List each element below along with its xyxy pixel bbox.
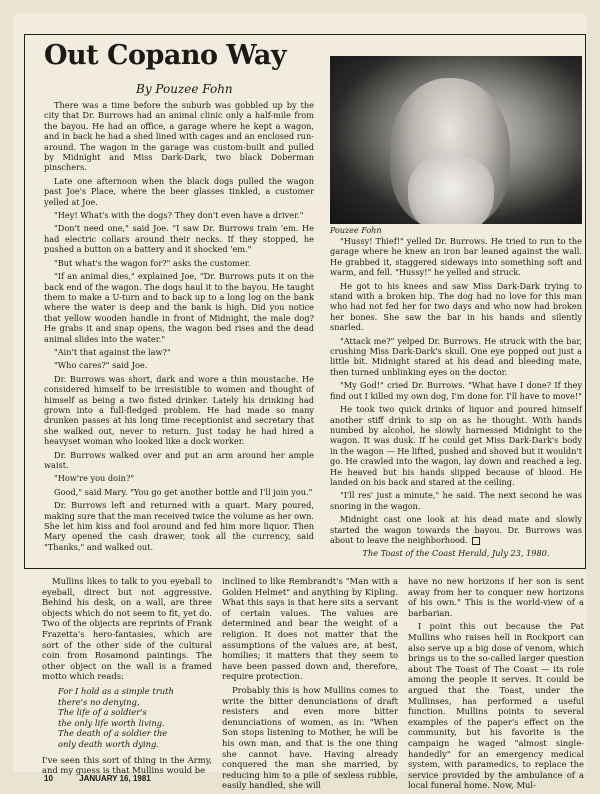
essay-paragraph: Mullins likes to talk to you eyeball to eyeball, direct but not aggressive. Behind his desk, on a wall, are three objects which do not seem to fit, yet do. Two of the objects are reprints of Frank Frazetta's hero-fantasies, which are sort of the other side of the cultural coin from Rosamond paintings. The other object on the wall is a framed motto which reads: (42, 576, 212, 682)
essay-column-1 (42, 576, 212, 779)
article-paragraph: He got to his knees and saw Miss Dark-Dark trying to stand with a broken hip. The dog had no love for this man who had not fed her for two days and who now had broken her bones. She saw the bar in his hands and silently snarled. (330, 280, 582, 333)
page-footer (44, 774, 151, 783)
article-paragraph: "If an animal dies," explained Joe, "Dr. Burrows puts it on the back end of the wagon. The dogs haul it to the bayou. He taught them to make a U-turn and to back up to a long log on the bank where the water is deep and the bank is high. Did you notice that yellow wooden handle in front of Midnight, the male dog? He grabs it and snap opens, the wagon bed rises and the dead animal slides into the water." (44, 271, 314, 344)
article-paragraph: Good," said Mary. "You go get another bottle and I'll join you." (54, 486, 313, 497)
essay-paragraph: I've seen this sort of thing in the Army, and my guess is that Mullins would be (42, 754, 212, 776)
article-column-left (44, 100, 314, 555)
motto-line: For I hold as a simple truth (58, 685, 174, 696)
motto-line: The life of a soldier's (58, 707, 147, 718)
essay-column-2 (222, 576, 398, 794)
article-paragraph: "Hussy! Thief!" yelled Dr. Burrows. He tried to run to the garage where he knew an iron bar leaned against the wall. He grabbed it, staggered sideways into something soft and warm, and fell. "Hussy!" he yelled and struck. (330, 236, 582, 278)
photo-beard (408, 156, 494, 224)
motto-line: only death worth dying. (58, 738, 160, 749)
end-mark-icon (472, 537, 480, 545)
article-paragraph: He took two quick drinks of liquor and poured himself another stiff drink to sip on as he thought. With hands numbed by alcohol, he slowly harnessed Midnight to the wagon. It was dusk. If he could get Miss Dark-Dark's body in the wagon — He lifted, pushed and shoved but it wouldn't go. He crawled into the wagon, lay down and reached a leg. He heaved but his hands slipped because of blood. He landed on his back and stared at the ceiling. (330, 404, 582, 487)
article-paragraph: "Don't need one," said Joe. "I saw Dr. Burrows train 'em. He had electric collars around their necks. If they stopped, he pushed a button on a battery and it shocked 'em." (44, 223, 314, 255)
article-paragraph: Dr. Burrows was short, dark and wore a thin moustache. He considered himself to be irresistible to women and thought of himself as being a two fisted drinker. Lately his drinking had grown into a full-fledged problem. He had made so many drunken passes at his long time receptionist and secretary that she walked out, never to return. Just today he had hired a heavyset woman who looked like a dock worker. (44, 373, 314, 447)
article-paragraph: Dr. Burrows left and returned with a quart. Mary poured, making sure that the man received twice the volume as her own. She let him kiss and fool around and fed him more liquor. Then Mary opened the cash drawer, took all the currency, said "Thanks," and walked out. (44, 500, 314, 552)
article-paragraph: "How're you doin?" (54, 473, 135, 484)
article-source: The Toast of the Coast Herald, July 23, 1980. (362, 548, 550, 559)
framed-motto (58, 686, 212, 750)
article-paragraph: "Hey! What's with the dogs? They don't even have a driver." (54, 210, 304, 221)
motto-line: the only life worth living. (58, 717, 165, 728)
article-paragraph: "Who cares?" said Joe. (54, 360, 148, 371)
motto-line: The death of a soldier the (58, 728, 168, 739)
article-paragraph: There was a time before the suburb was gobbled up by the city that Dr. Burrows had an animal clinic only a half-mile from the bayou. He had an office, a garage where he kept a wagon, and in back he had a shed lined with cages and an enclosed run-around. The wagon in the garage was custom-built and pulled by Midnight and Miss Dark-Dark, two black Doberman pinschers. (44, 100, 314, 173)
article-last-paragraph: Midnight cast one look at his dead mate and slowly started the wagon towards the bayou. Dr. Burrows was about to leave the neighborhood. (330, 514, 582, 545)
author-photo (330, 56, 582, 224)
photo-caption: Pouzee Fohn (330, 226, 382, 235)
article-byline: By Pouzee Fohn (136, 82, 233, 96)
article-title: Out Copano Way (44, 40, 287, 71)
essay-column-3 (408, 576, 584, 794)
essay-paragraph: Probably this is how Mullins comes to write the bitter denunciations of draft resisters and even more bitter denunciations of women, as in: "When Son stops listening to Mother, he will be his own man, and that is the one thing she cannot have. Having already conquered the man she married, by reducing him to a pile of sexless rubble, easily handled, she will (222, 684, 398, 791)
article-paragraph (330, 514, 582, 545)
article-paragraph: "Ain't that against the law?" (54, 346, 171, 357)
article-paragraph: "My God!" cried Dr. Burrows. "What have I done? If they find out I killed my own dog, I'm done for. I'll have to move!" (330, 380, 582, 401)
article-paragraph: Dr. Burrows walked over and put an arm around her ample waist. (44, 449, 314, 470)
article-paragraph: Late one afternoon when the black dogs pulled the wagon past Joe's Place, where the beer glasses tinkled, a customer yelled at Joe. (44, 175, 314, 207)
article-column-right (330, 236, 582, 562)
motto-line: there's no denying, (58, 696, 140, 707)
page-number: 10 (44, 774, 53, 783)
essay-paragraph: I point this out because the Pat Mullins who raises hell in Rockport can also serve up a big dose of venom, which brings us to the so-called larger question about The Toast of The Coast — its role among the people it serves. It could be argued that the Toast, under the Mullinses, has performed a useful function. Mullins points to several examples of the paper's effect on the community, but his favorite is the campaign he waged "almost single-handedly" for an emergency medical system, with paramedics, to replace the service provided by the ambulance of a local funeral home. Now, Mul- (408, 621, 584, 791)
essay-paragraph: have no new horizons if her son is sent away from her to conquer new horizons of his own." This is the world-view of a barbarian. (408, 576, 584, 618)
magazine-page (14, 14, 586, 791)
article-paragraph: "Attack me?" yelped Dr. Burrows. He struck with the bar, crushing Miss Dark-Dark's skull. One eye popped out just a little bit. Midnight stared at his dead and bleeding mate, then turned unblinking eyes on the doctor. (330, 335, 582, 377)
issue-date: JANUARY 16, 1981 (79, 774, 151, 783)
essay-paragraph: inclined to like Rembrandt's "Man with a Golden Helmet" and anything by Kipling. What this says is that here sits a servant of certain values. The values are determined and bear the weight of a religion. It does not matter that the assumptions of the values are, at best, homilies; it matters that they seem to have been passed down and, therefore, require protection. (222, 576, 398, 682)
article-paragraph: "I'll res' just a minute," he said. The next second he was snoring in the wagon. (330, 490, 582, 511)
article-paragraph: "But what's the wagon for?" asks the customer. (54, 257, 251, 268)
